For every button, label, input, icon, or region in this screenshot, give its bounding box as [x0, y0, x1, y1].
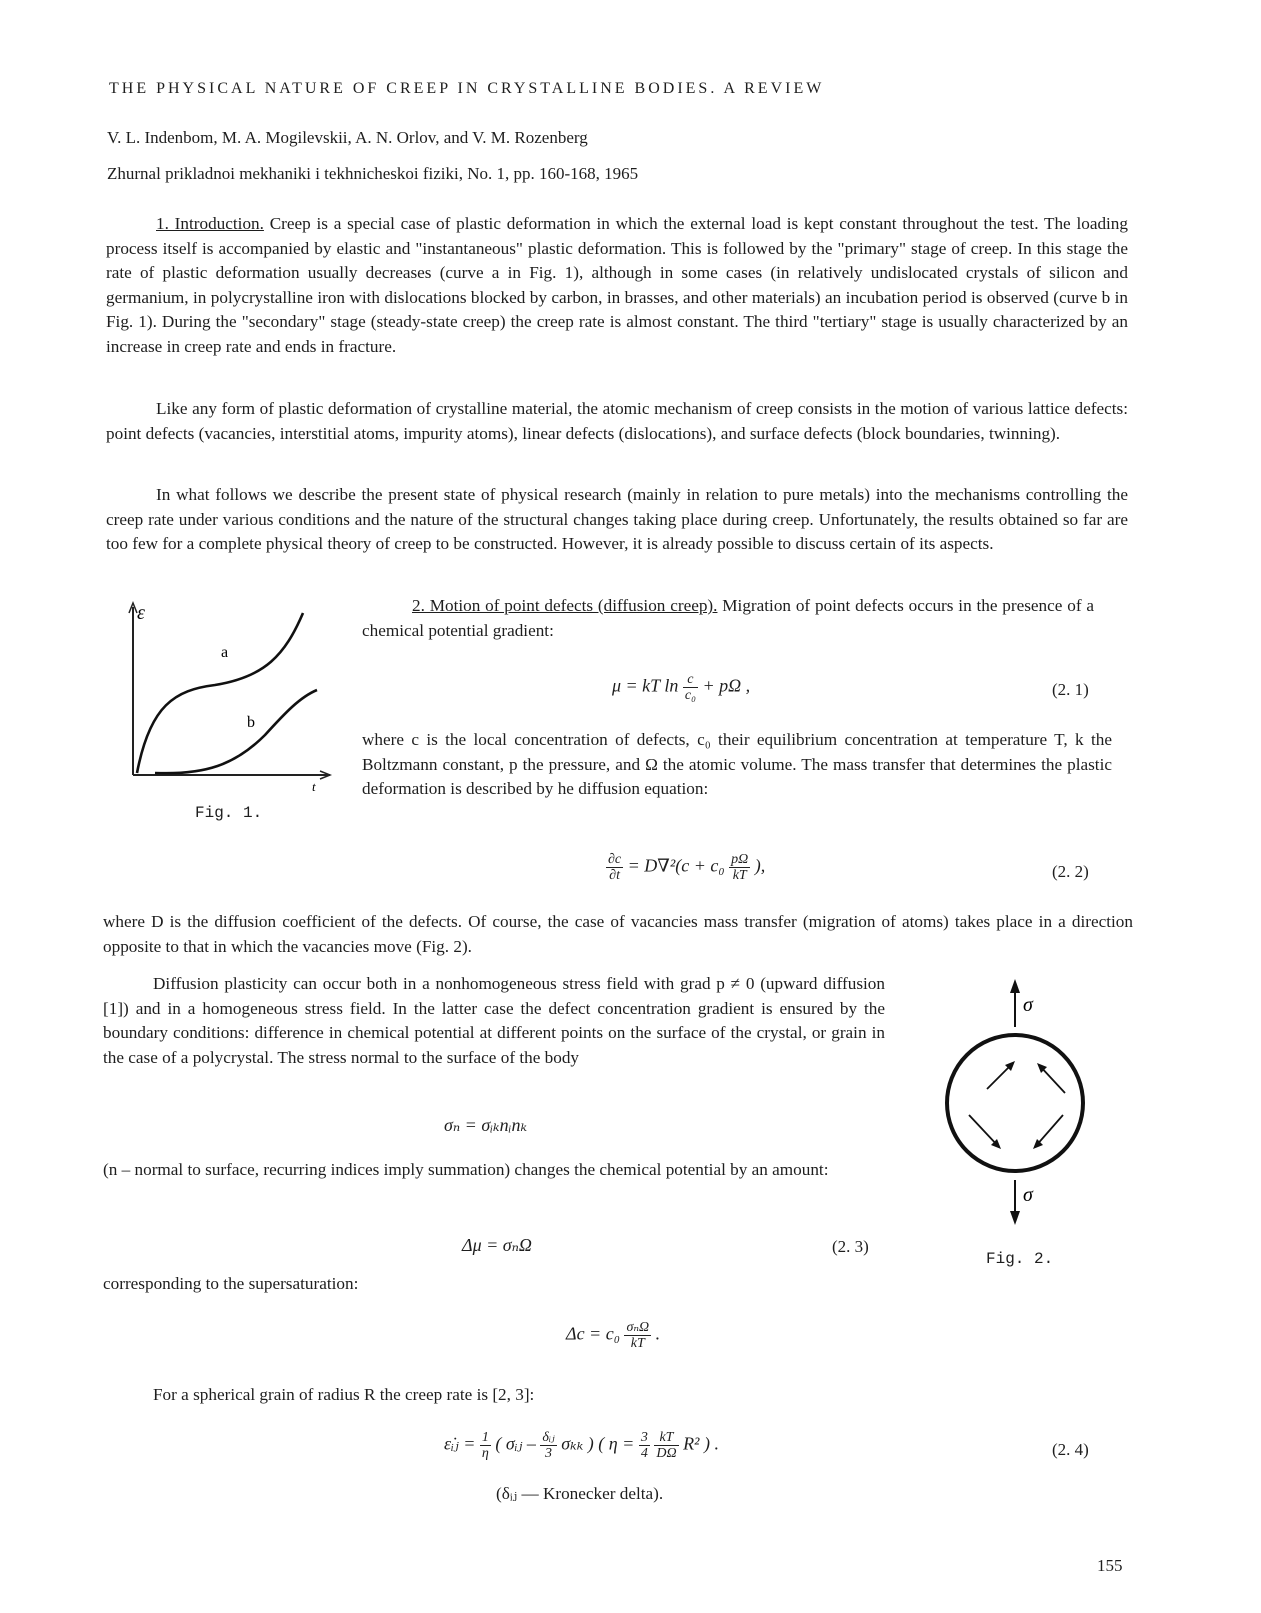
- eq24-f4num: kT: [654, 1430, 678, 1446]
- eq21-rhs: + pΩ ,: [702, 675, 751, 696]
- figure-1-caption: Fig. 1.: [195, 804, 263, 822]
- eq24-p2: σₖₖ ) ( η =: [561, 1433, 635, 1454]
- figure-1-creep-curves: [115, 595, 345, 794]
- eq24-frac1: [480, 1430, 491, 1461]
- figure-2-caption: Fig. 2.: [986, 1250, 1054, 1268]
- eq24-f1num: 1: [481, 1430, 489, 1445]
- eq22-lnum: ∂c: [608, 852, 622, 867]
- eq22-lden: ∂t: [609, 868, 620, 883]
- paragraph-diffusion-plasticity: Diffusion plasticity can occur both in a nonhomogeneous stress field with grad p ≠ 0 (upward diffusion [1]) and in a homogeneous stress field. In the latter case the defect concentration gradient is ensured by the boundary conditions: difference in chemical potential at different points on the surface of the crystal, or grain in the case of a polycrystal. The stress normal to the surface of the body: [103, 974, 885, 1067]
- fig2-top-arrowhead: [1010, 979, 1020, 993]
- eq21-den: c₀: [684, 688, 696, 703]
- equation-2-4: [444, 1430, 719, 1461]
- eq24-p1: ( σᵢⱼ –: [495, 1433, 536, 1454]
- eq24-frac3: [639, 1430, 650, 1461]
- fig1-y-label: ε: [137, 602, 145, 624]
- eq21-num: c: [683, 672, 698, 688]
- fig1-curve-b: [155, 690, 317, 773]
- intro-text: Creep is a special case of plastic deformation in which the external load is kept constant throughout the test. The loading process itself is accompanied by elastic and "instantaneous" plastic deformation. This is followed by the "primary" stage of creep. In this stage the rate of plastic deformation usually decreases (curve a in Fig. 1), although in some cases (in relatively undislocated crystals of silicon and germanium, in polycrystalline iron with dislocations blocked by carbon, in brasses, and other materials) an incubation period is observed (curve b in Fig. 1). During the "secondary" stage (steady-state creep) the creep rate is almost constant. The third "tertiary" stage is usually characterized by an increase in creep rate and ends in fracture.: [106, 214, 1128, 356]
- eq24-f1den: η: [481, 1446, 489, 1461]
- eq24-f4den: DΩ: [656, 1446, 677, 1461]
- eq22-fraction: [729, 852, 750, 883]
- eq24-f3num: 3: [640, 1430, 648, 1445]
- intro-paragraph: [106, 212, 1128, 360]
- equation-delta-c: [566, 1320, 660, 1351]
- paragraph-definitions: where c is the local concentration of defects, c₀ their equilibrium concentration at temperature T, k the Boltzmann constant, p the pressure, and Ω the atomic volume. The mass transfer that determines the plastic deformation is described by he diffusion equation:: [362, 730, 1112, 799]
- eq24-f3den: 4: [640, 1446, 648, 1461]
- equation-2-2-label: (2. 2): [1052, 862, 1089, 881]
- journal-citation: Zhurnal prikladnoi mekhaniki i tekhnicheskoi fiziki, No. 1, pp. 160-168, 1965: [107, 164, 639, 183]
- equation-2-1-label: (2. 1): [1052, 680, 1089, 699]
- equation-2-3: Δμ = σₙΩ: [462, 1235, 532, 1255]
- eq-dc-lhs: Δc = c₀: [566, 1323, 620, 1344]
- eq21-fraction: [683, 672, 698, 703]
- fig1-label-a: a: [221, 644, 229, 661]
- paragraph-diffusion-coefficient: where D is the diffusion coefficient of the defects. Of course, the case of vacancies mass transfer (migration of atoms) takes place in a direction opposite to that in which the vacancies move (Fig. 2).: [103, 912, 1133, 956]
- section2-paragraph: [362, 594, 1094, 643]
- authors: V. L. Indenbom, M. A. Mogilevskii, A. N. Orlov, and V. M. Rozenberg: [107, 128, 588, 147]
- paragraph-research-scope: In what follows we describe the present state of physical research (mainly in relation to pure metals) into the mechanisms controlling the creep rate under various conditions and the nature of the structural changes taking place during creep. Unfortunately, the results obtained so far are too few for a complete physical theory of creep to be constructed. However, it is already possible to discuss certain of its aspects.: [106, 485, 1128, 554]
- fig2-bottom-arrowhead: [1010, 1211, 1020, 1225]
- eq24-p3: R² ) .: [683, 1433, 719, 1454]
- eq-dc-rhs: .: [655, 1323, 661, 1344]
- section2-text: Migration of point defects occurs in the presence of a chemical potential gradient:: [362, 596, 1094, 640]
- paragraph-lattice-defects: Like any form of plastic deformation of crystalline material, the atomic mechanism of creep consists in the motion of various lattice defects: point defects (vacancies, interstitial atoms, impurity atoms), linear defects (dislocations), and surface defects (block boundaries, twinning).: [106, 399, 1128, 443]
- equation-2-2: [606, 852, 765, 883]
- equation-2-1: [612, 672, 750, 703]
- eq22-mid: = D∇²(c + c₀: [627, 855, 725, 876]
- figure-2-vacancy-flow: [935, 975, 1105, 1235]
- equation-2-4-label: (2. 4): [1052, 1440, 1089, 1459]
- supersaturation-text: corresponding to the supersaturation:: [103, 1274, 359, 1293]
- spherical-grain-text: For a spherical grain of radius R the creep rate is [2, 3]:: [153, 1385, 535, 1404]
- fig2-bottom-label: σ: [1023, 1184, 1033, 1206]
- paper-title: THE PHYSICAL NATURE OF CREEP IN CRYSTALLINE BODIES. A REVIEW: [109, 80, 825, 97]
- eq22-derivative: [606, 852, 623, 883]
- eq-dc-den: kT: [630, 1336, 645, 1351]
- eq22-den: kT: [732, 868, 747, 883]
- page-number: 155: [1097, 1556, 1123, 1575]
- fig2-top-label: σ: [1023, 994, 1033, 1016]
- eq-dc-num: σₙΩ: [626, 1320, 650, 1335]
- paragraph-normal: (n – normal to surface, recurring indices imply summation) changes the chemical potential by an amount:: [103, 1160, 829, 1179]
- eq24-frac2: [540, 1430, 556, 1461]
- eq24-f2den: 3: [545, 1446, 553, 1461]
- section2-heading: 2. Motion of point defects (diffusion creep).: [412, 596, 718, 615]
- fig1-label-b: b: [247, 714, 255, 731]
- eq21-lhs: μ = kT ln: [612, 675, 679, 696]
- fig2-grain-circle: [947, 1035, 1083, 1171]
- eq22-num: pΩ: [731, 852, 749, 867]
- intro-heading: 1. Introduction.: [156, 214, 264, 233]
- fig1-x-label: t: [312, 779, 316, 794]
- eq24-frac4: [654, 1430, 678, 1461]
- eq-dc-fraction: [624, 1320, 651, 1351]
- eq24-f2num: δᵢⱼ: [542, 1430, 555, 1445]
- eq24-lhs: ε̇ᵢⱼ =: [444, 1433, 476, 1454]
- kronecker-note: (δᵢⱼ — Kronecker delta).: [496, 1484, 664, 1503]
- equation-2-3-label: (2. 3): [832, 1237, 869, 1256]
- fig1-curve-a: [137, 613, 303, 773]
- equation-sigma-n: σₙ = σᵢₖnᵢnₖ: [444, 1115, 528, 1135]
- eq22-rhs: ),: [754, 855, 766, 876]
